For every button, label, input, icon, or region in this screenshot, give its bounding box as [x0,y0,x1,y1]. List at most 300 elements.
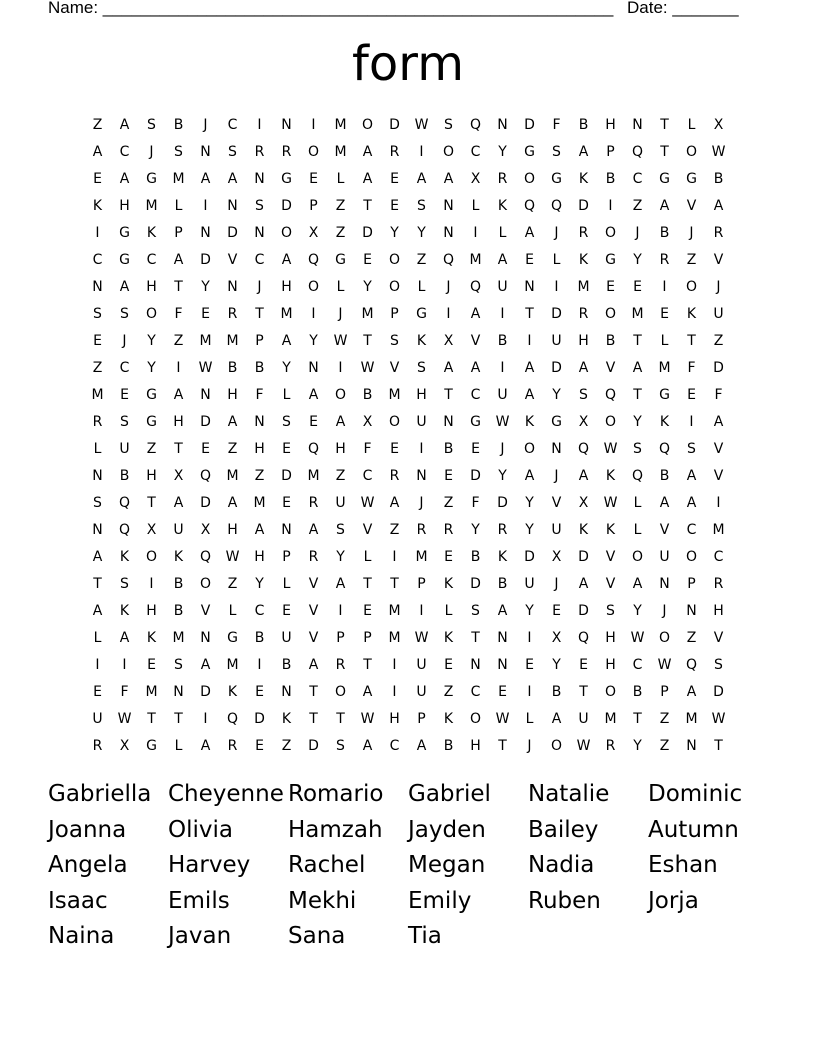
grid-cell: I [527,629,532,646]
grid-cell: I [311,305,316,322]
grid-cell: B [119,467,130,484]
grid-cell: E [444,656,453,673]
grid-cell: I [203,710,208,727]
grid-cell: M [658,359,671,376]
grid-cell: W [711,710,726,727]
grid-cell: M [172,170,185,187]
grid-cell: O [685,278,698,295]
grid-cell: Y [309,332,318,349]
grid-cell: A [470,359,481,376]
grid-cell: A [173,494,184,511]
grid-cell: O [442,143,455,160]
grid-cell: S [174,656,183,673]
grid-cell: Z [659,710,670,727]
grid-cell: W [360,359,375,376]
grid-cell: B [632,683,643,700]
grid-row [84,354,736,381]
grid-cell: P [606,143,615,160]
grid-cell: X [578,413,589,430]
grid-cell: F [552,116,561,133]
grid-cell: Y [525,494,534,511]
grid-cell: L [336,278,345,295]
grid-cell: M [226,467,239,484]
grid-cell: N [686,602,697,619]
word-list [48,777,788,955]
grid-cell: M [388,629,401,646]
grid-row [84,165,736,192]
grid-cell: W [360,494,375,511]
grid-cell: G [227,629,238,646]
grid-cell: F [255,386,264,403]
grid-cell: K [119,602,130,619]
grid-cell: Z [659,737,670,754]
grid-cell: W [414,629,429,646]
word-list-item: Cheyenne [168,781,284,807]
grid-cell: A [227,170,238,187]
grid-cell: M [388,386,401,403]
grid-cell: O [388,278,401,295]
grid-cell: S [471,602,480,619]
grid-cell: W [414,116,429,133]
grid-cell: I [311,116,316,133]
grid-cell: B [605,170,616,187]
grid-cell: S [444,116,453,133]
grid-cell: O [334,386,347,403]
grid-cell: A [524,224,535,241]
grid-cell: B [659,224,670,241]
grid-cell: D [524,548,535,565]
grid-cell: I [392,683,397,700]
grid-cell: C [686,521,697,538]
grid-cell: G [281,170,292,187]
grid-cell: A [470,305,481,322]
grid-cell: A [686,467,697,484]
grid-cell: D [200,683,211,700]
grid-cell: A [686,494,697,511]
grid-cell: C [470,143,481,160]
grid-cell: I [95,224,100,241]
grid-cell: Q [118,521,131,538]
grid-cell: T [336,710,345,727]
grid-cell: W [711,143,726,160]
grid-cell: M [145,683,158,700]
grid-cell: A [119,629,130,646]
grid-cell: C [632,656,643,673]
grid-cell: Y [552,656,561,673]
grid-cell: H [416,386,427,403]
grid-cell: Z [686,251,697,268]
grid-cell: F [120,683,129,700]
grid-cell: G [659,170,670,187]
grid-cell: B [713,170,724,187]
grid-cell: A [632,575,643,592]
grid-cell: T [363,197,372,214]
grid-cell: T [174,440,183,457]
grid-cell: K [119,548,130,565]
grid-cell: W [360,710,375,727]
grid-cell: T [390,575,399,592]
grid-cell: M [226,656,239,673]
grid-cell: N [281,116,292,133]
grid-cell: I [149,575,154,592]
grid-cell: M [145,197,158,214]
grid-cell: T [147,494,156,511]
grid-cell: R [713,575,724,592]
grid-cell: I [689,413,694,430]
grid-cell: M [307,467,320,484]
grid-cell: U [551,332,562,349]
grid-cell: H [713,602,724,619]
grid-cell: S [633,440,642,457]
grid-row [84,489,736,516]
grid-cell: G [605,251,616,268]
grid-cell: K [416,332,427,349]
grid-cell: T [309,683,318,700]
grid-cell: O [388,413,401,430]
grid-cell: M [199,332,212,349]
grid-cell: O [550,737,563,754]
grid-cell: H [173,413,184,430]
grid-cell: Z [443,494,454,511]
grid-cell: N [200,629,211,646]
grid-cell: S [120,575,129,592]
grid-cell: A [713,197,724,214]
grid-cell: M [280,305,293,322]
grid-cell: N [92,467,103,484]
grid-cell: O [631,548,644,565]
grid-cell: Q [469,116,482,133]
grid-cell: U [551,521,562,538]
grid-cell: U [524,575,535,592]
grid-cell: A [308,386,319,403]
name-field-label: Name: ______________________________________________________ [48,0,614,17]
grid-cell: N [524,278,535,295]
grid-row [84,678,736,705]
grid-cell: A [578,467,589,484]
grid-cell: B [362,386,373,403]
grid-cell: P [282,548,291,565]
grid-cell: E [120,386,129,403]
grid-cell: C [254,602,265,619]
grid-cell: Q [523,197,536,214]
grid-cell: V [200,602,211,619]
grid-cell: X [308,224,319,241]
grid-cell: G [146,413,157,430]
grid-cell: E [282,440,291,457]
grid-cell: A [173,251,184,268]
grid-cell: E [201,440,210,457]
grid-cell: J [554,467,559,484]
grid-cell: X [470,170,481,187]
grid-cell: O [685,143,698,160]
grid-cell: D [578,548,589,565]
grid-row [84,435,736,462]
grid-row [84,273,736,300]
grid-cell: Z [389,521,400,538]
grid-cell: M [91,386,104,403]
grid-cell: B [470,548,481,565]
word-list-item: Nadia [528,852,595,878]
grid-cell: V [551,494,562,511]
grid-cell: A [632,359,643,376]
grid-row [84,732,736,759]
grid-cell: T [498,737,507,754]
grid-cell: O [604,224,617,241]
word-list-item: Megan [408,852,486,878]
grid-cell: F [363,440,372,457]
grid-cell: N [308,359,319,376]
grid-cell: Y [525,521,534,538]
grid-cell: V [713,440,724,457]
grid-cell: R [497,521,508,538]
grid-cell: D [713,683,724,700]
grid-cell: G [551,170,562,187]
grid-cell: L [363,548,372,565]
grid-cell: O [658,629,671,646]
grid-cell: W [603,440,618,457]
letter-grid [84,111,736,759]
grid-cell: T [363,332,372,349]
grid-cell: E [93,683,102,700]
grid-cell: U [578,710,589,727]
grid-cell: G [146,386,157,403]
grid-cell: Z [443,683,454,700]
grid-cell: D [470,575,481,592]
grid-cell: I [176,359,181,376]
grid-cell: K [92,197,103,214]
grid-cell: E [363,602,372,619]
grid-cell: I [608,197,613,214]
grid-cell: X [146,521,157,538]
grid-cell: K [524,413,535,430]
grid-cell: S [687,440,696,457]
grid-cell: Z [92,359,103,376]
grid-cell: O [604,305,617,322]
grid-cell: D [281,197,292,214]
word-list-item: Javan [168,923,232,949]
grid-cell: S [228,143,237,160]
grid-cell: Z [281,737,292,754]
grid-cell: G [659,386,670,403]
grid-cell: N [281,521,292,538]
page-title: form [352,36,464,92]
grid-row [84,381,736,408]
grid-cell: S [174,143,183,160]
grid-cell: W [657,656,672,673]
grid-cell: N [443,197,454,214]
grid-cell: D [200,251,211,268]
grid-cell: B [497,332,508,349]
grid-cell: J [635,224,640,241]
grid-cell: X [551,548,562,565]
grid-cell: R [605,737,616,754]
grid-cell: U [335,494,346,511]
grid-cell: I [716,494,721,511]
grid-cell: W [630,629,645,646]
grid-cell: R [443,521,454,538]
grid-cell: X [551,629,562,646]
word-list-item: Tia [408,923,442,949]
grid-cell: F [471,494,480,511]
grid-cell: A [362,170,373,187]
grid-cell: G [119,224,130,241]
grid-cell: I [662,278,667,295]
word-list-item: Rachel [288,852,366,878]
grid-row [84,543,736,570]
grid-cell: K [173,548,184,565]
grid-cell: W [225,548,240,565]
grid-cell: H [605,629,616,646]
grid-cell: Q [118,494,131,511]
grid-cell: H [470,737,481,754]
grid-cell: K [578,521,589,538]
grid-cell: A [308,521,319,538]
grid-cell: Y [417,224,426,241]
grid-cell: O [145,305,158,322]
grid-cell: M [334,143,347,160]
grid-cell: C [470,386,481,403]
grid-cell: L [228,602,237,619]
grid-cell: Y [633,413,642,430]
grid-cell: V [605,575,616,592]
grid-cell: V [713,467,724,484]
grid-cell: H [146,467,157,484]
grid-cell: D [200,413,211,430]
grid-cell: K [443,575,454,592]
grid-cell: A [713,413,724,430]
grid-cell: T [174,710,183,727]
grid-cell: P [363,629,372,646]
grid-cell: M [415,548,428,565]
grid-cell: D [578,197,589,214]
grid-cell: F [714,386,723,403]
grid-cell: M [172,629,185,646]
grid-cell: Q [226,710,239,727]
grid-cell: Z [173,332,184,349]
grid-cell: M [388,602,401,619]
grid-cell: D [389,116,400,133]
grid-cell: J [446,278,451,295]
grid-cell: T [660,143,669,160]
grid-cell: Y [471,521,480,538]
grid-cell: C [119,143,130,160]
grid-cell: S [255,197,264,214]
grid-cell: A [335,575,346,592]
grid-cell: Y [633,737,642,754]
grid-cell: W [603,494,618,511]
grid-cell: L [417,278,426,295]
grid-cell: V [308,629,319,646]
grid-cell: G [119,251,130,268]
grid-cell: N [416,467,427,484]
word-list-item: Romario [288,781,384,807]
grid-cell: S [93,494,102,511]
grid-cell: H [227,521,238,538]
grid-cell: N [551,440,562,457]
word-list-item: Harvey [168,852,251,878]
grid-cell: O [523,170,536,187]
grid-cell: A [119,278,130,295]
grid-cell: K [443,710,454,727]
grid-cell: S [579,386,588,403]
grid-cell: R [227,305,238,322]
grid-cell: C [227,116,238,133]
grid-cell: E [309,413,318,430]
grid-cell: E [552,602,561,619]
grid-cell: V [713,629,724,646]
grid-cell: U [92,710,103,727]
grid-cell: D [254,710,265,727]
grid-cell: R [578,305,589,322]
grid-cell: Y [336,548,345,565]
grid-cell: J [527,737,532,754]
grid-cell: I [446,305,451,322]
grid-cell: I [122,656,127,673]
word-list-item: Emily [408,887,472,914]
grid-cell: J [554,575,559,592]
grid-cell: S [336,521,345,538]
grid-cell: Q [604,386,617,403]
grid-cell: L [174,197,183,214]
grid-cell: I [95,656,100,673]
grid-cell: D [227,224,238,241]
grid-cell: A [362,737,373,754]
grid-cell: K [578,251,589,268]
grid-row [84,408,736,435]
grid-cell: Z [227,440,238,457]
grid-cell: B [605,332,616,349]
word-list-item: Jayden [408,816,486,843]
grid-cell: B [443,440,454,457]
grid-cell: Y [390,224,399,241]
grid-cell: Z [146,440,157,457]
grid-cell: T [93,575,102,592]
grid-cell: C [254,251,265,268]
grid-cell: C [92,251,103,268]
grid-cell: I [500,305,505,322]
grid-row [84,705,736,732]
grid-cell: I [473,224,478,241]
grid-cell: D [524,116,535,133]
grid-cell: U [659,548,670,565]
grid-cell: V [659,521,670,538]
grid-cell: N [632,116,643,133]
grid-cell: D [551,359,562,376]
grid-cell: V [362,521,373,538]
grid-cell: A [362,683,373,700]
grid-cell: T [633,386,642,403]
grid-cell: D [470,467,481,484]
grid-cell: P [174,224,183,241]
grid-cell: A [119,170,130,187]
grid-cell: V [389,359,400,376]
grid-cell: B [254,629,265,646]
grid-cell: M [631,305,644,322]
grid-row [84,300,736,327]
grid-cell: Q [577,440,590,457]
grid-cell: K [605,467,616,484]
grid-cell: K [281,710,292,727]
grid-cell: U [416,656,427,673]
grid-cell: U [416,413,427,430]
grid-cell: S [120,413,129,430]
grid-cell: V [308,602,319,619]
grid-row [84,192,736,219]
grid-cell: G [524,143,535,160]
grid-cell: A [443,170,454,187]
grid-cell: B [227,359,238,376]
grid-cell: C [632,170,643,187]
